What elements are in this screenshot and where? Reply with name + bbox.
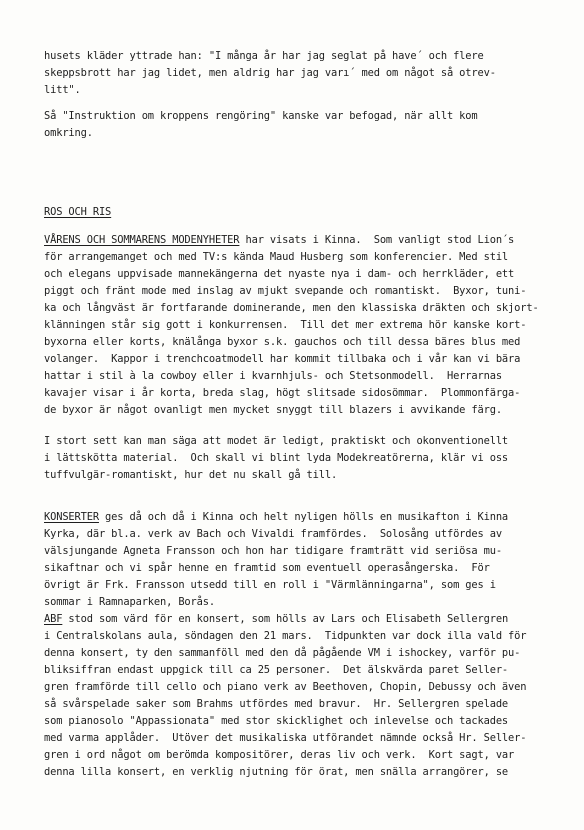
abf-line: denna konsert, ty den sammanföll med den då pågående VM i ishockey, varför pu- — [44, 647, 521, 659]
fashion-line: för arrangemanget och med TV:s kända Maud Husberg som konferencier. Med stil — [44, 251, 509, 263]
fashion-first-line — [44, 233, 514, 247]
concerts-first-line — [44, 510, 508, 524]
fashion-line: klänningen står sig gott i konkurrensen. Till det mer extrema hör kanske kort- — [44, 319, 527, 331]
fashion-line: de byxor är något ovanligt men mycket snyggt till blazers i avvikande färg. — [44, 404, 502, 416]
fashion-first-rest: har visats i Kinna. Som vanligt stod Lion´s — [239, 234, 515, 246]
intro-line: litt". — [44, 84, 81, 96]
abf-lead: ABF — [44, 613, 63, 625]
fashion-line: ka och långväst är fortfarande dominerande, men den klassiska dräkten och skjort- — [44, 302, 539, 314]
intro-closing-line: Så "Instruktion om kroppens rengöring" kanske var befogad, när allt kom — [44, 110, 478, 122]
concerts-line: sommar i Ramnaparken, Borås. — [44, 596, 215, 608]
concerts-first-rest: ges då och då i Kinna och helt nyligen hölls en musikafton i Kinna — [98, 511, 509, 523]
abf-line: bliksiffran endast uppgick till ca 25 personer. Det älskvärda paret Seller- — [44, 664, 509, 676]
intro-line: husets kläder yttrade han: "I många år har jag seglat på have´ och flere — [44, 50, 484, 62]
concerts-line: Kyrka, där bl.a. verk av Bach och Vivaldi framfördes. Solosång utfördes av — [44, 528, 502, 540]
abf-line: så svårspelade saker som Brahms utfördes med bravur. Hr. Sellergren spelade — [44, 698, 509, 710]
section-heading: ROS OCH RIS — [44, 206, 112, 218]
abf-line: som pianosolo "Appassionata" med stor skicklighet och inlevelse och tackades — [44, 715, 509, 727]
fashion-lead: VÅRENS OCH SOMMARENS MODENYHETER — [44, 234, 240, 246]
fashion-line: kavajer visar i år korta, breda slag, högt slitsade sidosömmar. Plommonfärga- — [44, 387, 521, 399]
concerts-lead: KONSERTER — [44, 511, 99, 523]
intro-line: skeppsbrott har jag lidet, men aldrig har jag varı´ med om något så otrev- — [44, 67, 496, 79]
abf-line: gren framförde till cello och piano verk av Beethoven, Chopin, Debussy och även — [44, 681, 527, 693]
abf-line: i Centralskolans aula, söndagen den 21 mars. Tidpunkten var dock illa vald för — [44, 630, 527, 642]
fashion-summary-line: tuffvulgär-romantiskt, hur det nu skall gå till. — [44, 469, 338, 481]
fashion-line: piggt och fränt mode med inslag av mjukt svepande och romantiskt. Byxor, tuni- — [44, 285, 527, 297]
fashion-line: och elegans uppvisade mannekängerna det nyaste nya i dam- och herrkläder, ett — [44, 268, 515, 280]
fashion-line: byxorna eller korts, knälånga byxor s.k. gauchos och till dessa bäres blus med — [44, 336, 521, 348]
concerts-line: sikaftnar och vi spår henne en framtid som eventuell operasångerska. För — [44, 562, 490, 574]
abf-first-rest: stod som värd för en konsert, som hölls av Lars och Elisabeth Sellergren — [62, 613, 509, 625]
fashion-summary-line: I stort sett kan man säga att modet är ledigt, praktiskt och okonventionellt — [44, 435, 509, 447]
intro-closing-line: omkring. — [44, 127, 93, 139]
abf-first-line — [44, 612, 508, 626]
fashion-line: volanger. Kappor i trenchcoatmodell har kommit tillbaka och i vår kan vi bära — [44, 353, 521, 365]
fashion-summary-line: i lättskötta material. Och skall vi blint lyda Modekreatörerna, klär vi oss — [44, 452, 509, 464]
fashion-line: hattar i stil à la cowboy eller i kvarnhjuls- och Stetsonmodell. Herrarnas — [44, 370, 502, 382]
concerts-line: välsjungande Agneta Fransson och hon har tidigare framträtt vid seriösa mu- — [44, 545, 502, 557]
abf-line: med varma applåder. Utöver det musikaliska utförandet nämnde också Hr. Seller- — [44, 732, 527, 744]
concerts-line: övrigt är Frk. Fransson utsedd till en roll i "Värmlänningarna", som ges i — [44, 579, 496, 591]
abf-line: denna lilla konsert, en verklig njutning för örat, men snälla arrangörer, se — [44, 766, 509, 778]
abf-line: gren i ord något om berömda kompositörer, deras liv och verk. Kort sagt, var — [44, 749, 515, 761]
